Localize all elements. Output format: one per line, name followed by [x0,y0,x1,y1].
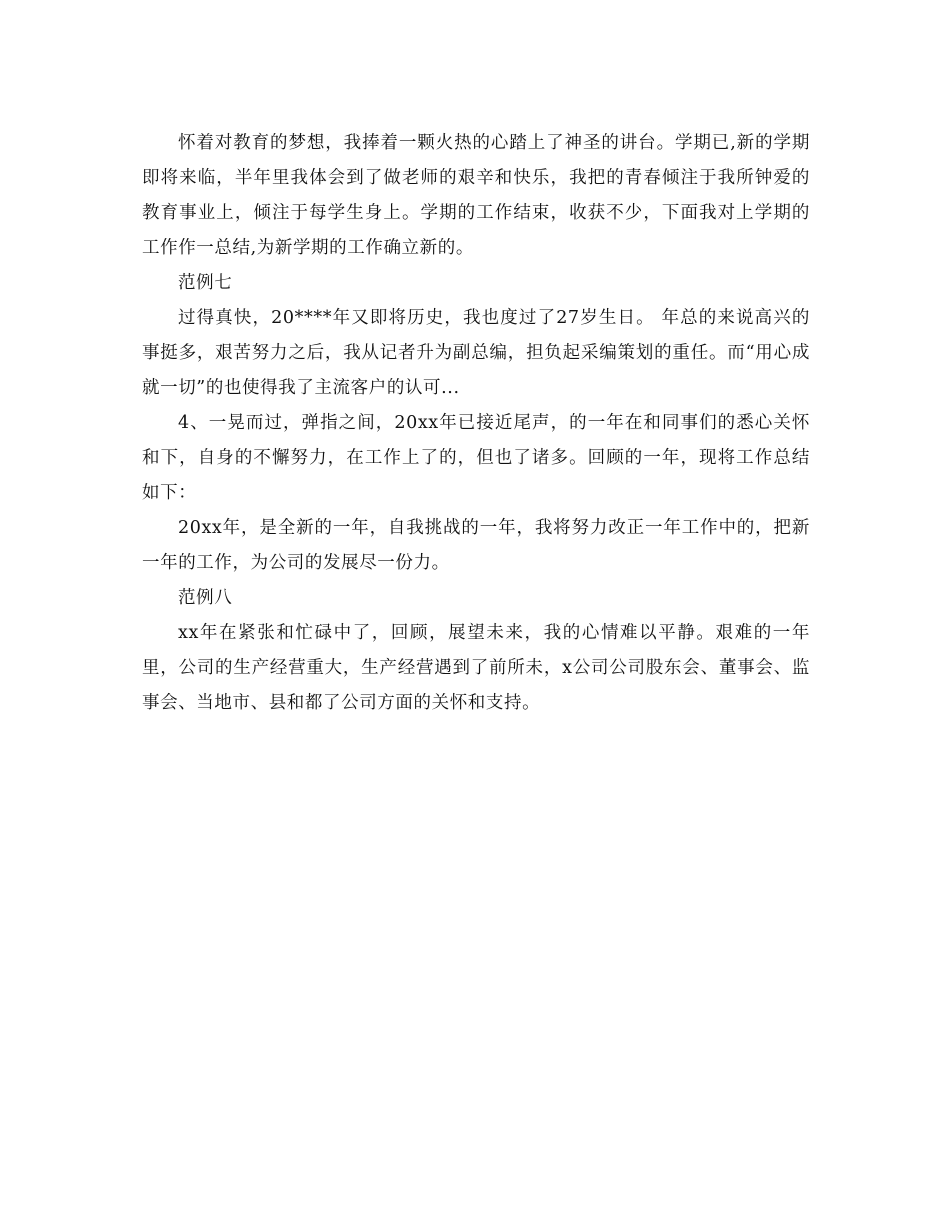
paragraph-example-7: 过得真快，20****年又即将历史，我也度过了27岁生日。 年总的来说高兴的事挺多，艰苦努力之后，我从记者升为副总编，担负起采编策划的重任。而“用心成就一切”的也使得我了主流客户的认可... [142,308,810,398]
paragraph-new-year: 20xx年，是全新的一年，自我挑战的一年，我将努力改正一年工作中的，把新一年的工作，为公司的发展尽一份力。 [142,518,810,573]
section-heading-example-7: 范例七 [178,273,233,293]
section-heading-example-8: 范例八 [178,588,233,608]
paragraph-summary-4: 4、一晃而过，弹指之间，20xx年已接近尾声，的一年在和同事们的悉心关怀和下，自身的不懈努力，在工作上了的，但也了诸多。回顾的一年，现将工作总结如下： [142,413,810,503]
paragraph-intro: 怀着对教育的梦想，我捧着一颗火热的心踏上了神圣的讲台。学期已,新的学期即将来临，半年里我体会到了做老师的艰辛和快乐，我把的青春倾注于我所钟爱的教育事业上，倾注于每学生身上。学期的工作结束，收获不少，下面我对上学期的工作作一总结,为新学期的工作确立新的。 [142,133,810,258]
paragraph-example-8: xx年在紧张和忙碌中了，回顾，展望未来，我的心情难以平静。艰难的一年里，公司的生产经营重大，生产经营遇到了前所未，x公司公司股东会、董事会、监事会、当地市、县和都了公司方面的关怀和支持。 [142,623,810,713]
document-body [142,126,810,721]
